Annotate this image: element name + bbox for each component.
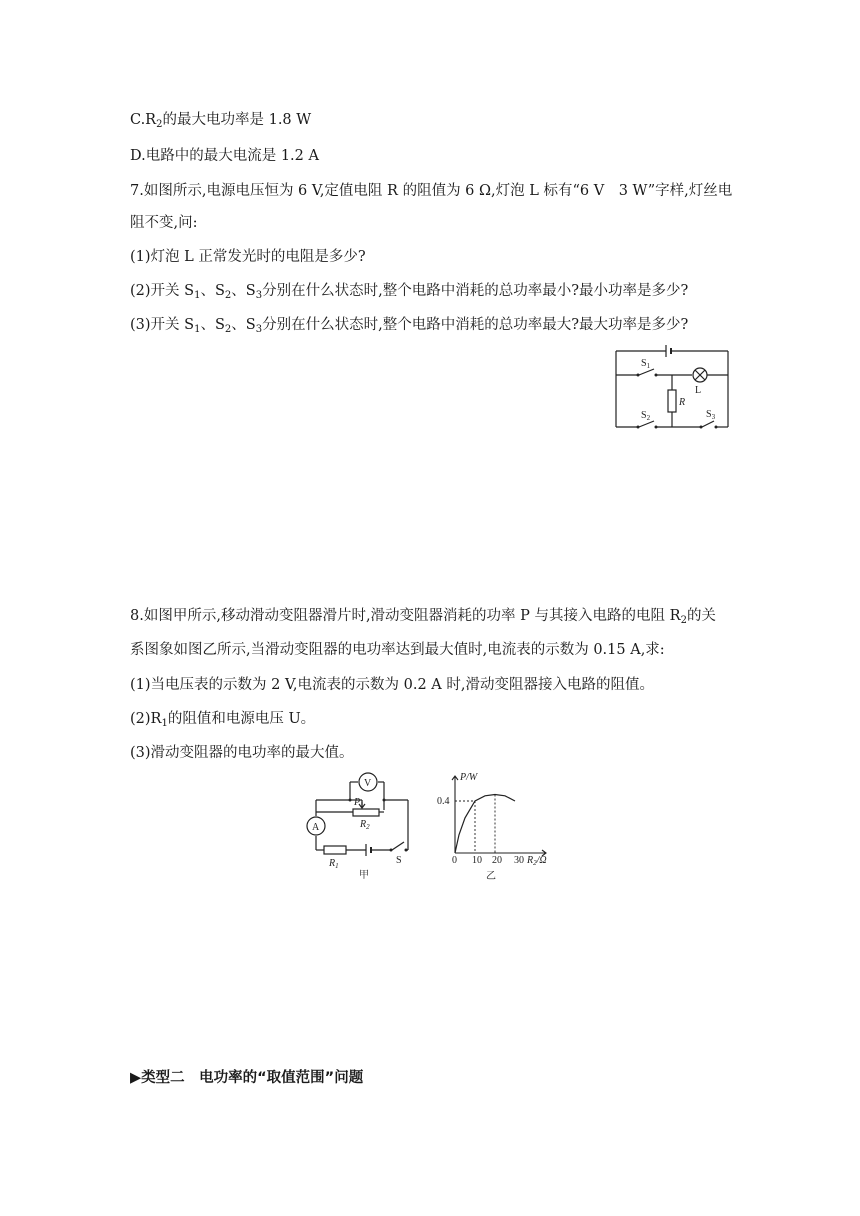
x-tick-20: 20 [492, 855, 502, 866]
x-tick-0: 0 [452, 855, 457, 866]
q6-option-d: D.电路中的最大电流是 1.2 A [130, 148, 319, 164]
section-heading [130, 1066, 363, 1087]
y-tick-label: 0.4 [437, 796, 450, 807]
q7-label-lamp: L [695, 385, 702, 396]
q7-part3: (3)开关 $S_1$、$S_2$、$S_3$分别在什么状态时,整个电路中消耗的总功率最大?最大功率是多少? [130, 317, 689, 335]
q8-switch-label: S [396, 855, 402, 866]
q7-label-s1: $S_1$ [641, 358, 651, 370]
q8-r1-label: $R_1$ [329, 858, 339, 870]
q8-caption-yi: 乙 [486, 871, 496, 882]
q8-part3: (3)滑动变阻器的电功率的最大值。 [130, 745, 354, 761]
q8-caption-jia: 甲 [359, 870, 369, 881]
q8-stem-line1: 8.如图甲所示,移动滑动变阻器滑片时,滑动变阻器消耗的功率 P 与其接入电路的电阻 $R_2$的关 [130, 608, 716, 626]
q8-slider-label: P [354, 797, 361, 808]
q8-graph-yi [430, 768, 560, 886]
section-marker: ▶ [130, 1070, 142, 1086]
section-title: 类型二 电功率的“取值范围”问题 [141, 1070, 364, 1086]
q7-label-resistor: R [679, 397, 686, 408]
q8-r2-label: $R_2$ [360, 819, 370, 831]
q8-voltmeter-label: V [364, 778, 372, 789]
q7-part1: (1)灯泡 L 正常发光时的电阻是多少? [130, 249, 366, 265]
q7-label-s2: $S_2$ [641, 410, 651, 422]
q8-part1: (1)当电压表的示数为 2 V,电流表的示数为 0.2 A 时,滑动变阻器接入电路的阻值。 [130, 677, 654, 693]
q8-part2: $(2)R_1$的阻值和电源电压 U。 [130, 711, 316, 729]
q7-label-s3: $S_3$ [706, 409, 716, 421]
q7-stem-line2: 阻不变,问: [130, 215, 198, 231]
power-curve [455, 795, 515, 854]
q8-stem-line2: 系图象如图乙所示,当滑动变阻器的电功率达到最大值时,电流表的示数为 0.15 A,求: [130, 642, 665, 658]
q7-circuit-diagram [610, 343, 735, 433]
q8-ammeter-label: A [312, 822, 320, 833]
q8-circuit-jia [300, 770, 430, 882]
y-axis-label: P/W [460, 772, 478, 783]
x-tick-10: 10 [472, 855, 482, 866]
q7-part2: (2)开关 $S_1$、$S_2$、$S_3$分别在什么状态时,整个电路中消耗的总功率最小?最小功率是多少? [130, 283, 689, 301]
q7-stem-line1: 7.如图所示,电源电压恒为 6 V,定值电阻 R 的阻值为 6 Ω,灯泡 L 标有“6 V 3 W”字样,灯丝电 [130, 183, 733, 199]
x-tick-30: 30 [514, 855, 524, 866]
x-axis-label: $R_2/\Omega$ [527, 855, 547, 867]
q6-option-c: $C.R_2$的最大电功率是 1.8 W [130, 112, 312, 130]
